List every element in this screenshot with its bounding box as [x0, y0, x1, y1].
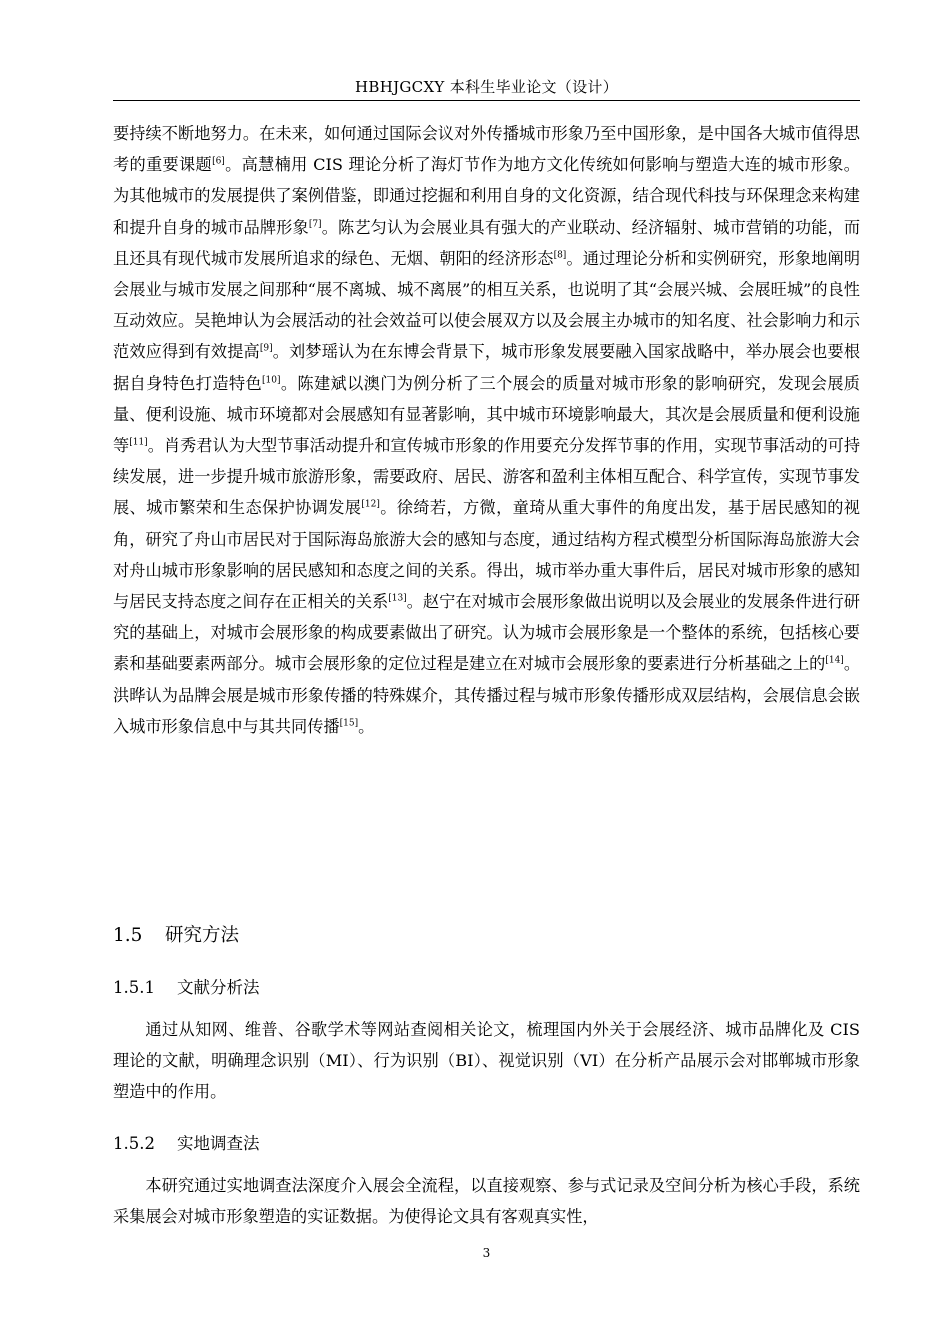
method-paragraph-fieldwork: 本研究通过实地调查法深度介入展会全流程，以直接观察、参与式记录及空间分析为核心手段，系统采集展会对城市形象塑造的实证数据。为使得论文具有客观真实性，: [113, 1176, 860, 1227]
subsection-title: 实地调查法: [177, 1134, 260, 1153]
paragraph-text: [113, 118, 860, 742]
section-number: 1.5: [113, 925, 143, 946]
text-segment: 。徐绮若，方微，童琦从重大事件的角度出发，基于居民感知的视角，研究了舟山市居民对于国际海岛旅游大会的感知与态度，通过结构方程式模型分析国际海岛旅游大会对舟山城市形象影响的居民感知和态度之间的关系。得出，城市举办重大事件后，居民对城市形象的感知与居民支持态度之间存在正相关的关系: [113, 498, 860, 612]
literature-review-paragraph: [113, 118, 860, 742]
page-header: HBHJGCXY 本科生毕业论文（设计）: [354, 78, 618, 96]
citation-ref: [15]: [339, 718, 359, 729]
citation-ref: [14]: [825, 656, 844, 667]
subsection-title: 文献分析法: [177, 978, 260, 997]
text-segment: 。赵宁在对城市会展形象做出说明以及会展业的发展条件进行研究的基础上，对城市会展形象的构成要素做出了研究。认为城市会展形象是一个整体的系统，包括核心要素和基础要素两部分。城市会展形象的定位过程是建立在对城市会展形象的要素进行分析基础之上的: [113, 592, 860, 674]
subsection-number: 1.5.2: [113, 1134, 155, 1153]
text-segment: 。肖秀君认为大型节事活动提升和宣传城市形象的作用要充分发挥节事的作用，实现节事活动的可持续发展，进一步提升城市旅游形象，需要政府、居民、游客和盈利主体相互配合、科学宣传，实现节事发展、城市繁荣和生态保护协调发展: [113, 436, 861, 518]
header-rule: [113, 100, 860, 101]
page-number: 3: [482, 1246, 491, 1260]
section-heading-1-5: [113, 922, 239, 950]
subsection-number: 1.5.1: [113, 978, 155, 997]
citation-ref: [7]: [308, 219, 322, 230]
text-segment: 。: [358, 716, 375, 736]
citation-ref: [9]: [259, 344, 273, 355]
text-segment: 。陈艺匀认为会展业具有强大的产业联动、经济辐射、城市营销的功能，而且还具有现代城市发展所追求的绿色、无烟、朝阳的经济形态: [113, 217, 861, 268]
section-title: 研究方法: [165, 925, 240, 946]
text-segment: 。洪晔认为品牌会展是城市形象传播的特殊媒介，其传播过程与城市形象传播形成双层结构，会展信息会嵌入城市形象信息中与其共同传播: [113, 654, 861, 736]
citation-ref: [6]: [212, 156, 225, 167]
text-segment: 。刘梦瑶认为在东博会背景下，城市形象发展要融入国家战略中，举办展会也要根据自身特色打造特色: [113, 342, 861, 393]
subsection-heading-1-5-2: [113, 1131, 260, 1157]
citation-ref: [8]: [553, 250, 567, 261]
citation-ref: [11]: [129, 437, 148, 448]
citation-ref: [12]: [361, 500, 380, 511]
subsection-heading-1-5-1: [113, 975, 260, 1001]
method-paragraph-literature: 通过从知网、维普、谷歌学术等网站查阅相关论文，梳理国内外关于会展经济、城市品牌化及 CIS 理论的文献，明确理念识别（MI）、行为识别（BI）、视觉识别（VI）在分析产品展示会对邯郸城市形象塑造中的作用。: [113, 1020, 860, 1102]
citation-ref: [13]: [388, 593, 407, 604]
text-segment: 要持续不断地努力。在未来，如何通过国际会议对外传播城市形象乃至中国形象，是中国各大城市值得思考的重要课题: [113, 124, 860, 175]
citation-ref: [10]: [262, 375, 281, 386]
text-segment: 。高慧楠用 CIS 理论分析了海灯节作为地方文化传统如何影响与塑造大连的城市形象。为其他城市的发展提供了案例借鉴，即通过挖掘和利用自身的文化资源，结合现代科技与环保理念来构建和提升自身的城市品牌形象: [113, 155, 860, 237]
text-segment: 。通过理论分析和实例研究，形象地阐明会展业与城市发展之间那种“展不离城、城不离展”的相互关系，也说明了其“会展兴城、会展旺城”的良性互动效应。吴艳坤认为会展活动的社会效益可以使会展双方以及会展主办城市的知名度、社会影响力和示范效应得到有效提高: [113, 248, 861, 362]
text-segment: 。陈建斌以澳门为例分析了三个展会的质量对城市形象的影响研究，发现会展质量、便利设施、城市环境都对会展感知有显著影响，其中城市环境影响最大，其次是会展质量和便利设施等: [113, 373, 860, 456]
